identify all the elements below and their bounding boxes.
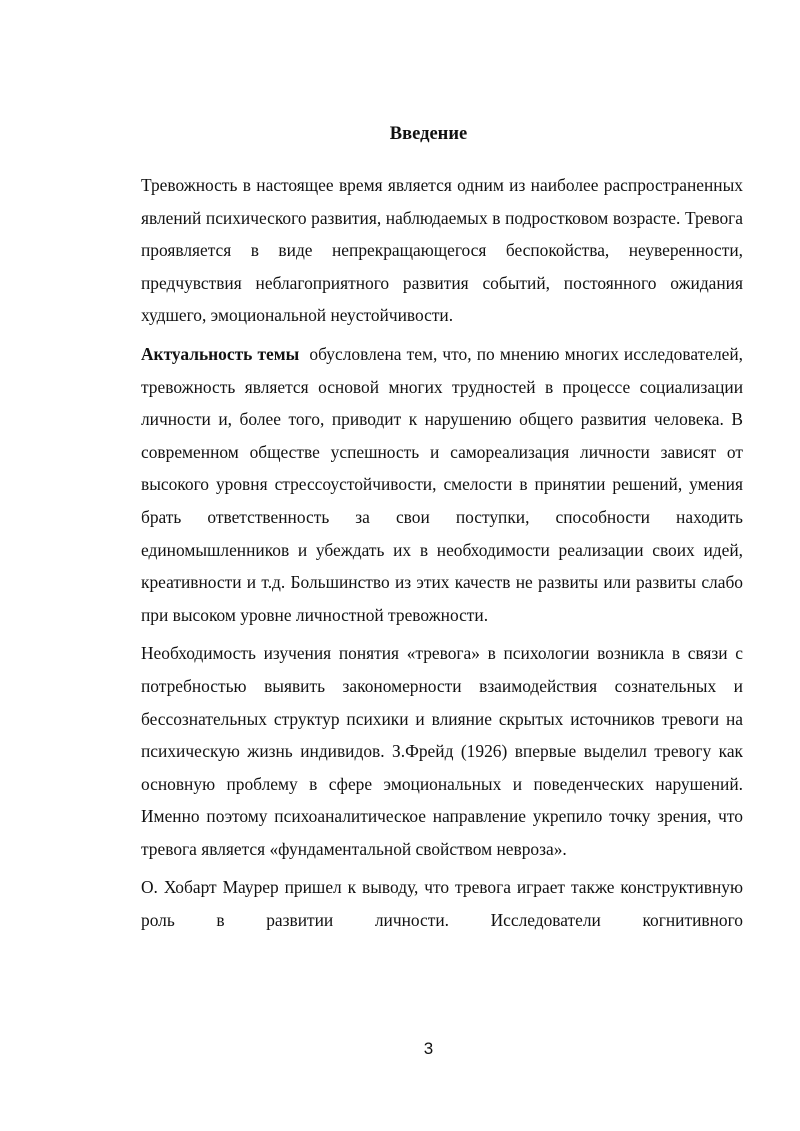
body-text	[141, 169, 748, 937]
paragraph-maurer	[141, 871, 743, 936]
paragraph-relevance	[141, 338, 748, 631]
paragraph-text: О. Хобарт Маурер пришел к выводу, что тревога играет также конструктивную роль в развитии личности. Исследователи когнитивного	[141, 877, 743, 931]
paragraph-intro	[141, 169, 743, 332]
section-title: Введение	[389, 124, 468, 144]
paragraph-lead-bold: Актуальность темы	[141, 343, 300, 364]
paragraph-text: обусловлена тем, что, по мнению многих исследователей, тревожность является основой многих трудностей в процессе социализации личности и, более того, приводит к нарушению общего развития человека. В современном обществе успешность и самореализация личности зависят от высокого уровня стрессоустойчивости, смелости в принятии решений, умения брать ответственность за свои поступки, способности находить единомышленников и убеждать их в необходимости реализации своих идей, креативности и т.д. Большинство из этих качеств не развиты или развиты слабо при высоком уровне личностной тревожности.	[141, 343, 748, 625]
page-number: 3	[423, 1039, 434, 1058]
paragraph-text: Тревожность в настоящее время является одним из наиболее распространенных явлений психического развития, наблюдаемых в подростковом возрасте. Тревога проявляется в виде непрекращающегося беспокойства, неуверенности, предчувствия неблагоприятного развития событий, постоянного ожидания худшего, эмоциональной неустойчивости.	[141, 175, 743, 326]
paragraph-text: Необходимость изучения понятия «тревога» в психологии возникла в связи с потребностью выявить закономерности взаимодействия сознательных и бессознательных структур психики и влияние скрытых источников тревоги на психическую жизнь индивидов. З.Фрейд (1926) впервые выделил тревогу как основную проблему в сфере эмоциональных и поведенческих нарушений. Именно поэтому психоаналитическое направление укрепило точку зрения, что тревога является «фундаментальной свойством невроза».	[141, 643, 743, 859]
paragraph-anxiety-concept	[141, 637, 743, 865]
